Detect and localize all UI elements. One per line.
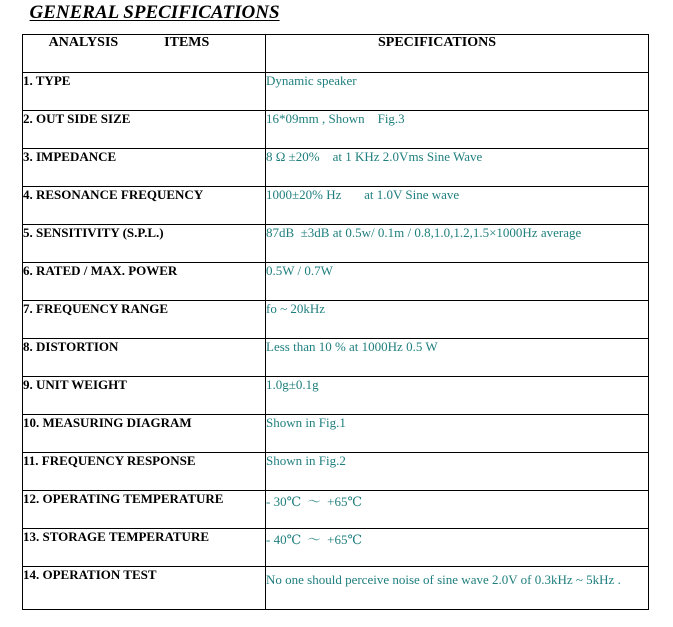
spec-item-frequency-range: 7. FREQUENCY RANGE — [23, 301, 266, 339]
spec-value-power: 0.5W / 0.7W — [266, 263, 649, 301]
table-row — [23, 111, 649, 149]
spec-item-operating-temperature: 12. OPERATING TEMPERATURE — [23, 491, 266, 529]
table-row — [23, 73, 649, 111]
spec-item-distortion: 8. DISTORTION — [23, 339, 266, 377]
header-specifications: SPECIFICATIONS — [266, 35, 649, 73]
spec-item-sensitivity: 5. SENSITIVITY (S.P.L.) — [23, 225, 266, 263]
spec-item-type: 1. TYPE — [23, 73, 266, 111]
table-row — [23, 377, 649, 415]
spec-value-operation-test: No one should perceive noise of sine wave 2.0V of 0.3kHz ~ 5kHz . — [266, 567, 649, 610]
spec-item-impedance: 3. IMPEDANCE — [23, 149, 266, 187]
spec-value-sensitivity: 87dB ±3dB at 0.5w/ 0.1m / 0.8,1.0,1.2,1.5×1000Hz average — [266, 225, 649, 263]
spec-value-operating-temperature: - 30℃ ～ +65℃ — [266, 491, 649, 529]
header-analysis-items: ANALYSIS ITEMS — [23, 35, 266, 73]
spec-value-storage-temperature: - 40℃ ～ +65℃ — [266, 529, 649, 567]
spec-item-power: 6. RATED / MAX. POWER — [23, 263, 266, 301]
table-row — [23, 225, 649, 263]
spec-value-type: Dynamic speaker — [266, 73, 649, 111]
spec-value-measuring-diagram: Shown in Fig.1 — [266, 415, 649, 453]
spec-item-frequency-response: 11. FREQUENCY RESPONSE — [23, 453, 266, 491]
table-header-row — [23, 35, 649, 73]
table-row — [23, 567, 649, 610]
table-row — [23, 491, 649, 529]
table-row — [23, 453, 649, 491]
spec-item-storage-temperature: 13. STORAGE TEMPERATURE — [23, 529, 266, 567]
spec-item-operation-test: 14. OPERATION TEST — [23, 567, 266, 610]
specifications-table — [22, 34, 649, 610]
spec-value-distortion: Less than 10 % at 1000Hz 0.5 W — [266, 339, 649, 377]
spec-item-weight: 9. UNIT WEIGHT — [23, 377, 266, 415]
table-row — [23, 263, 649, 301]
spec-item-size: 2. OUT SIDE SIZE — [23, 111, 266, 149]
table-row — [23, 529, 649, 567]
spec-value-frequency-range: fo ~ 20kHz — [266, 301, 649, 339]
table-row — [23, 301, 649, 339]
spec-value-size: 16*09mm , Shown Fig.3 — [266, 111, 649, 149]
spec-value-frequency-response: Shown in Fig.2 — [266, 453, 649, 491]
spec-value-impedance: 8 Ω ±20% at 1 KHz 2.0Vms Sine Wave — [266, 149, 649, 187]
spec-value-resonance: 1000±20% Hz at 1.0V Sine wave — [266, 187, 649, 225]
table-row — [23, 149, 649, 187]
table-row — [23, 415, 649, 453]
spec-item-measuring-diagram: 10. MEASURING DIAGRAM — [23, 415, 266, 453]
spec-item-resonance: 4. RESONANCE FREQUENCY — [23, 187, 266, 225]
page-title — [20, 2, 280, 24]
table-row — [23, 339, 649, 377]
table-row — [23, 187, 649, 225]
page-title-text: GENERAL SPECIFICATIONS — [29, 2, 280, 23]
spec-value-weight: 1.0g±0.1g — [266, 377, 649, 415]
